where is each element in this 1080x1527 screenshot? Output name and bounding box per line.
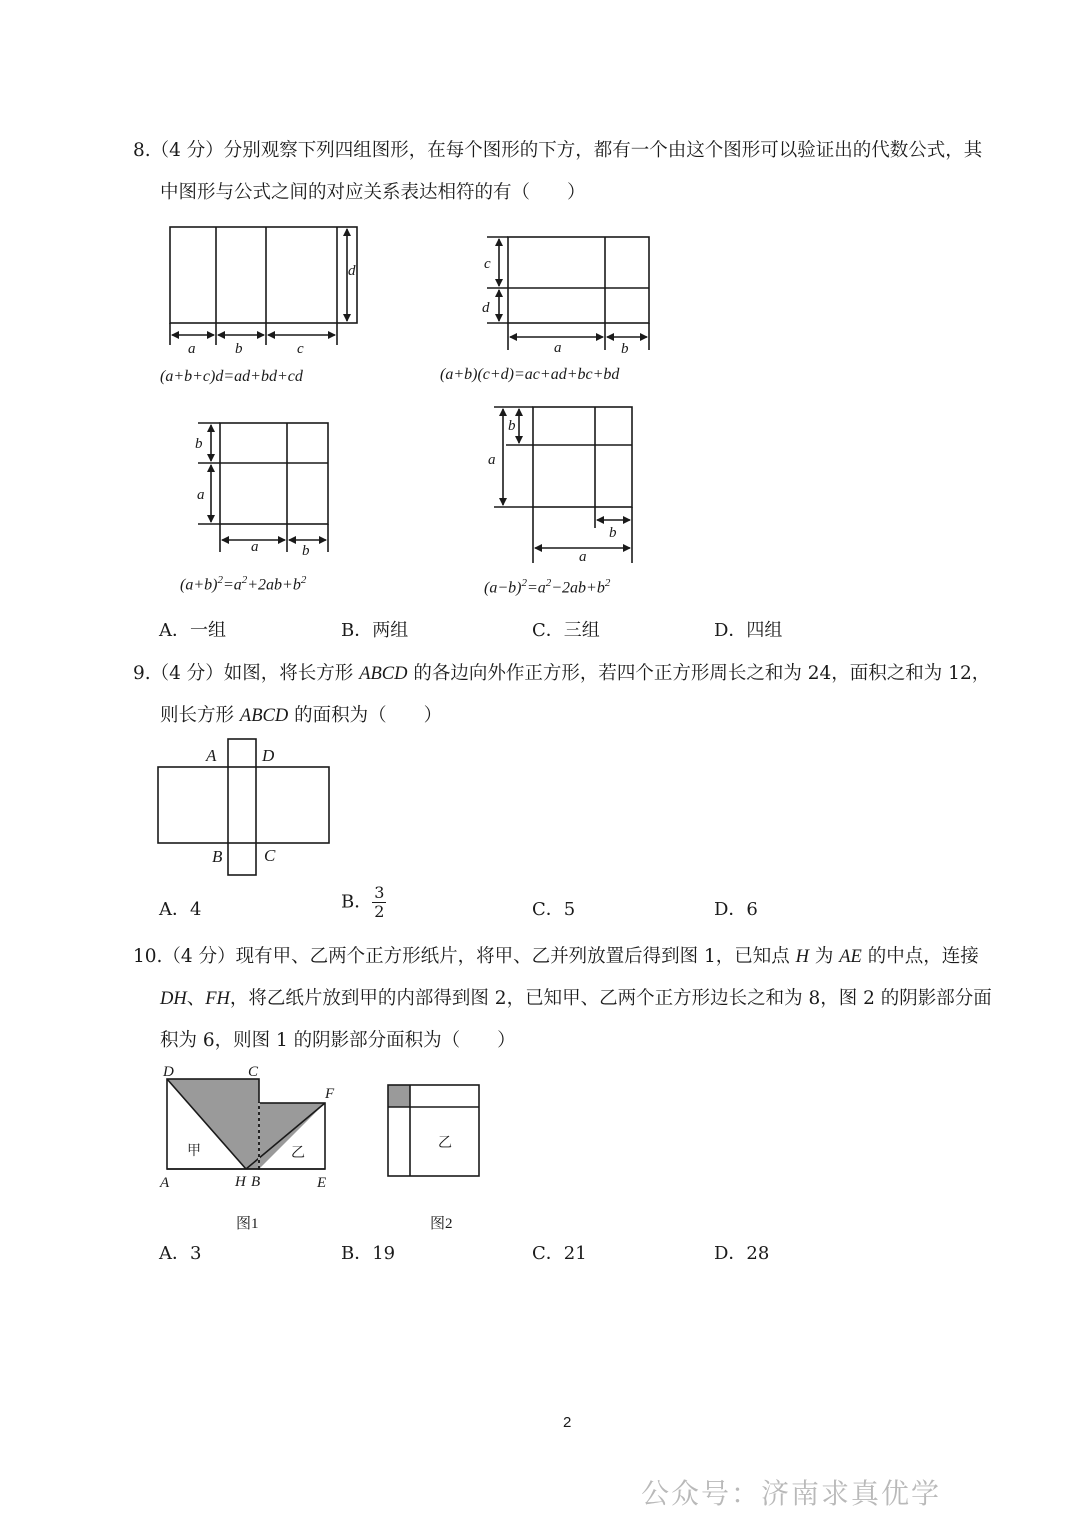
q8-f2-label-c: c (484, 256, 491, 272)
q8-stem-line2: 中图形与公式之间的对应关系表达相符的有（ ） (160, 182, 586, 203)
q10-f1-label-e: E (317, 1175, 327, 1191)
q9-stem-line2: 则长方形 ABCD 的面积为（ ） (160, 705, 443, 726)
q8-stem-line1: 8.（4 分）分别观察下列四组图形，在每个图形的下方，都有一个由这个图形可以验证出的代数公式，其 (133, 140, 983, 161)
q8-option-d[interactable]: D．四组 (714, 620, 783, 641)
q9-option-c[interactable]: C．5 (532, 899, 576, 920)
q8-f2-formula: (a+b)(c+d)=ac+ad+bc+bd (440, 366, 620, 383)
q10-f1-caption: 图1 (236, 1216, 259, 1232)
q8-f4-label-a: a (488, 452, 496, 468)
q8-f1-label-a: a (188, 341, 196, 357)
q8-f1-label-b: b (235, 341, 243, 357)
q10-f1-label-b: B (251, 1174, 261, 1190)
q9-stem-line1: 9.（4 分）如图，将长方形 ABCD 的各边向外作正方形，若四个正方形周长之和为 24，面积之和为 12， (133, 663, 991, 684)
q8-f1-label-d: d (348, 263, 356, 279)
q8-f2-label-b: b (621, 341, 629, 357)
q8-f4-label-b-bottom: b (609, 525, 617, 541)
q8-option-a[interactable]: A．一组 (159, 620, 226, 641)
q10-f1-label-jia: 甲 (187, 1143, 201, 1159)
q10-f1-label-f: F (325, 1086, 335, 1102)
q8-option-c[interactable]: C．三组 (532, 620, 600, 641)
q8-f3-label-a: a (197, 487, 205, 503)
q9-option-d[interactable]: D．6 (714, 899, 758, 920)
q8-f2-label-a: a (554, 340, 562, 356)
q9-option-a[interactable]: A．4 (159, 899, 202, 920)
q8-f2-label-d: d (482, 300, 490, 316)
q10-f1-label-h: H (235, 1174, 246, 1190)
q9-label-d: D (262, 746, 275, 765)
q10-option-c[interactable]: C．21 (532, 1243, 587, 1264)
q10-f1-label-a: A (160, 1175, 170, 1191)
q8-f4-formula: $(a-b)^2=a^2-2ab+b^2$ (484, 577, 611, 597)
q8-f3-label-a-bottom: a (251, 539, 259, 555)
q9-option-b[interactable]: B． $\frac{3}{2}$ (341, 883, 385, 921)
q10-option-b[interactable]: B．19 (341, 1243, 396, 1264)
q10-f2-caption: 图2 (430, 1216, 453, 1232)
q10-option-d[interactable]: D．28 (714, 1243, 770, 1264)
q8-f1-label-c: c (297, 341, 304, 357)
q8-f4-label-a-bottom: a (579, 549, 587, 565)
q10-f2-label-yi: 乙 (438, 1135, 452, 1151)
q9-label-a: A (206, 746, 217, 765)
q10-f2-shaded-square (388, 1085, 410, 1107)
q9-option-b-fraction: $\frac{3}{2}$ (374, 883, 385, 921)
q10-option-a[interactable]: A．3 (159, 1243, 202, 1264)
q9-label-c: C (264, 846, 276, 865)
q10-f1-label-d: D (163, 1064, 174, 1080)
q8-f4-label-b: b (508, 418, 516, 434)
q8-f1-formula: (a+b+c)d=ad+bd+cd (160, 368, 303, 385)
q10-stem-line2: DH、FH，将乙纸片放到甲的内部得到图 2，已知甲、乙两个正方形边长之和为 8，图 2 的阴影部分面 (160, 988, 992, 1009)
q10-stem-line3: 积为 6，则图 1 的阴影部分面积为（ ） (160, 1030, 516, 1051)
q10-f1-label-yi: 乙 (291, 1145, 305, 1161)
q8-f3-label-b: b (195, 436, 203, 452)
q8-f3-formula: $(a+b)^2=a^2+2ab+b^2$ (180, 574, 307, 594)
page-number: 2 (563, 1414, 572, 1431)
q8-option-b[interactable]: B．两组 (341, 620, 409, 641)
q8-f3-label-b-bottom: b (302, 543, 310, 559)
watermark: 公众号：济南求真优学 (641, 1477, 942, 1510)
q10-stem-line1: 10.（4 分）现有甲、乙两个正方形纸片，将甲、乙并列放置后得到图 1，已知点 H 为 AE 的中点，连接 (133, 946, 979, 967)
q9-label-b: B (212, 847, 223, 866)
q10-f1-label-c: C (248, 1064, 259, 1080)
